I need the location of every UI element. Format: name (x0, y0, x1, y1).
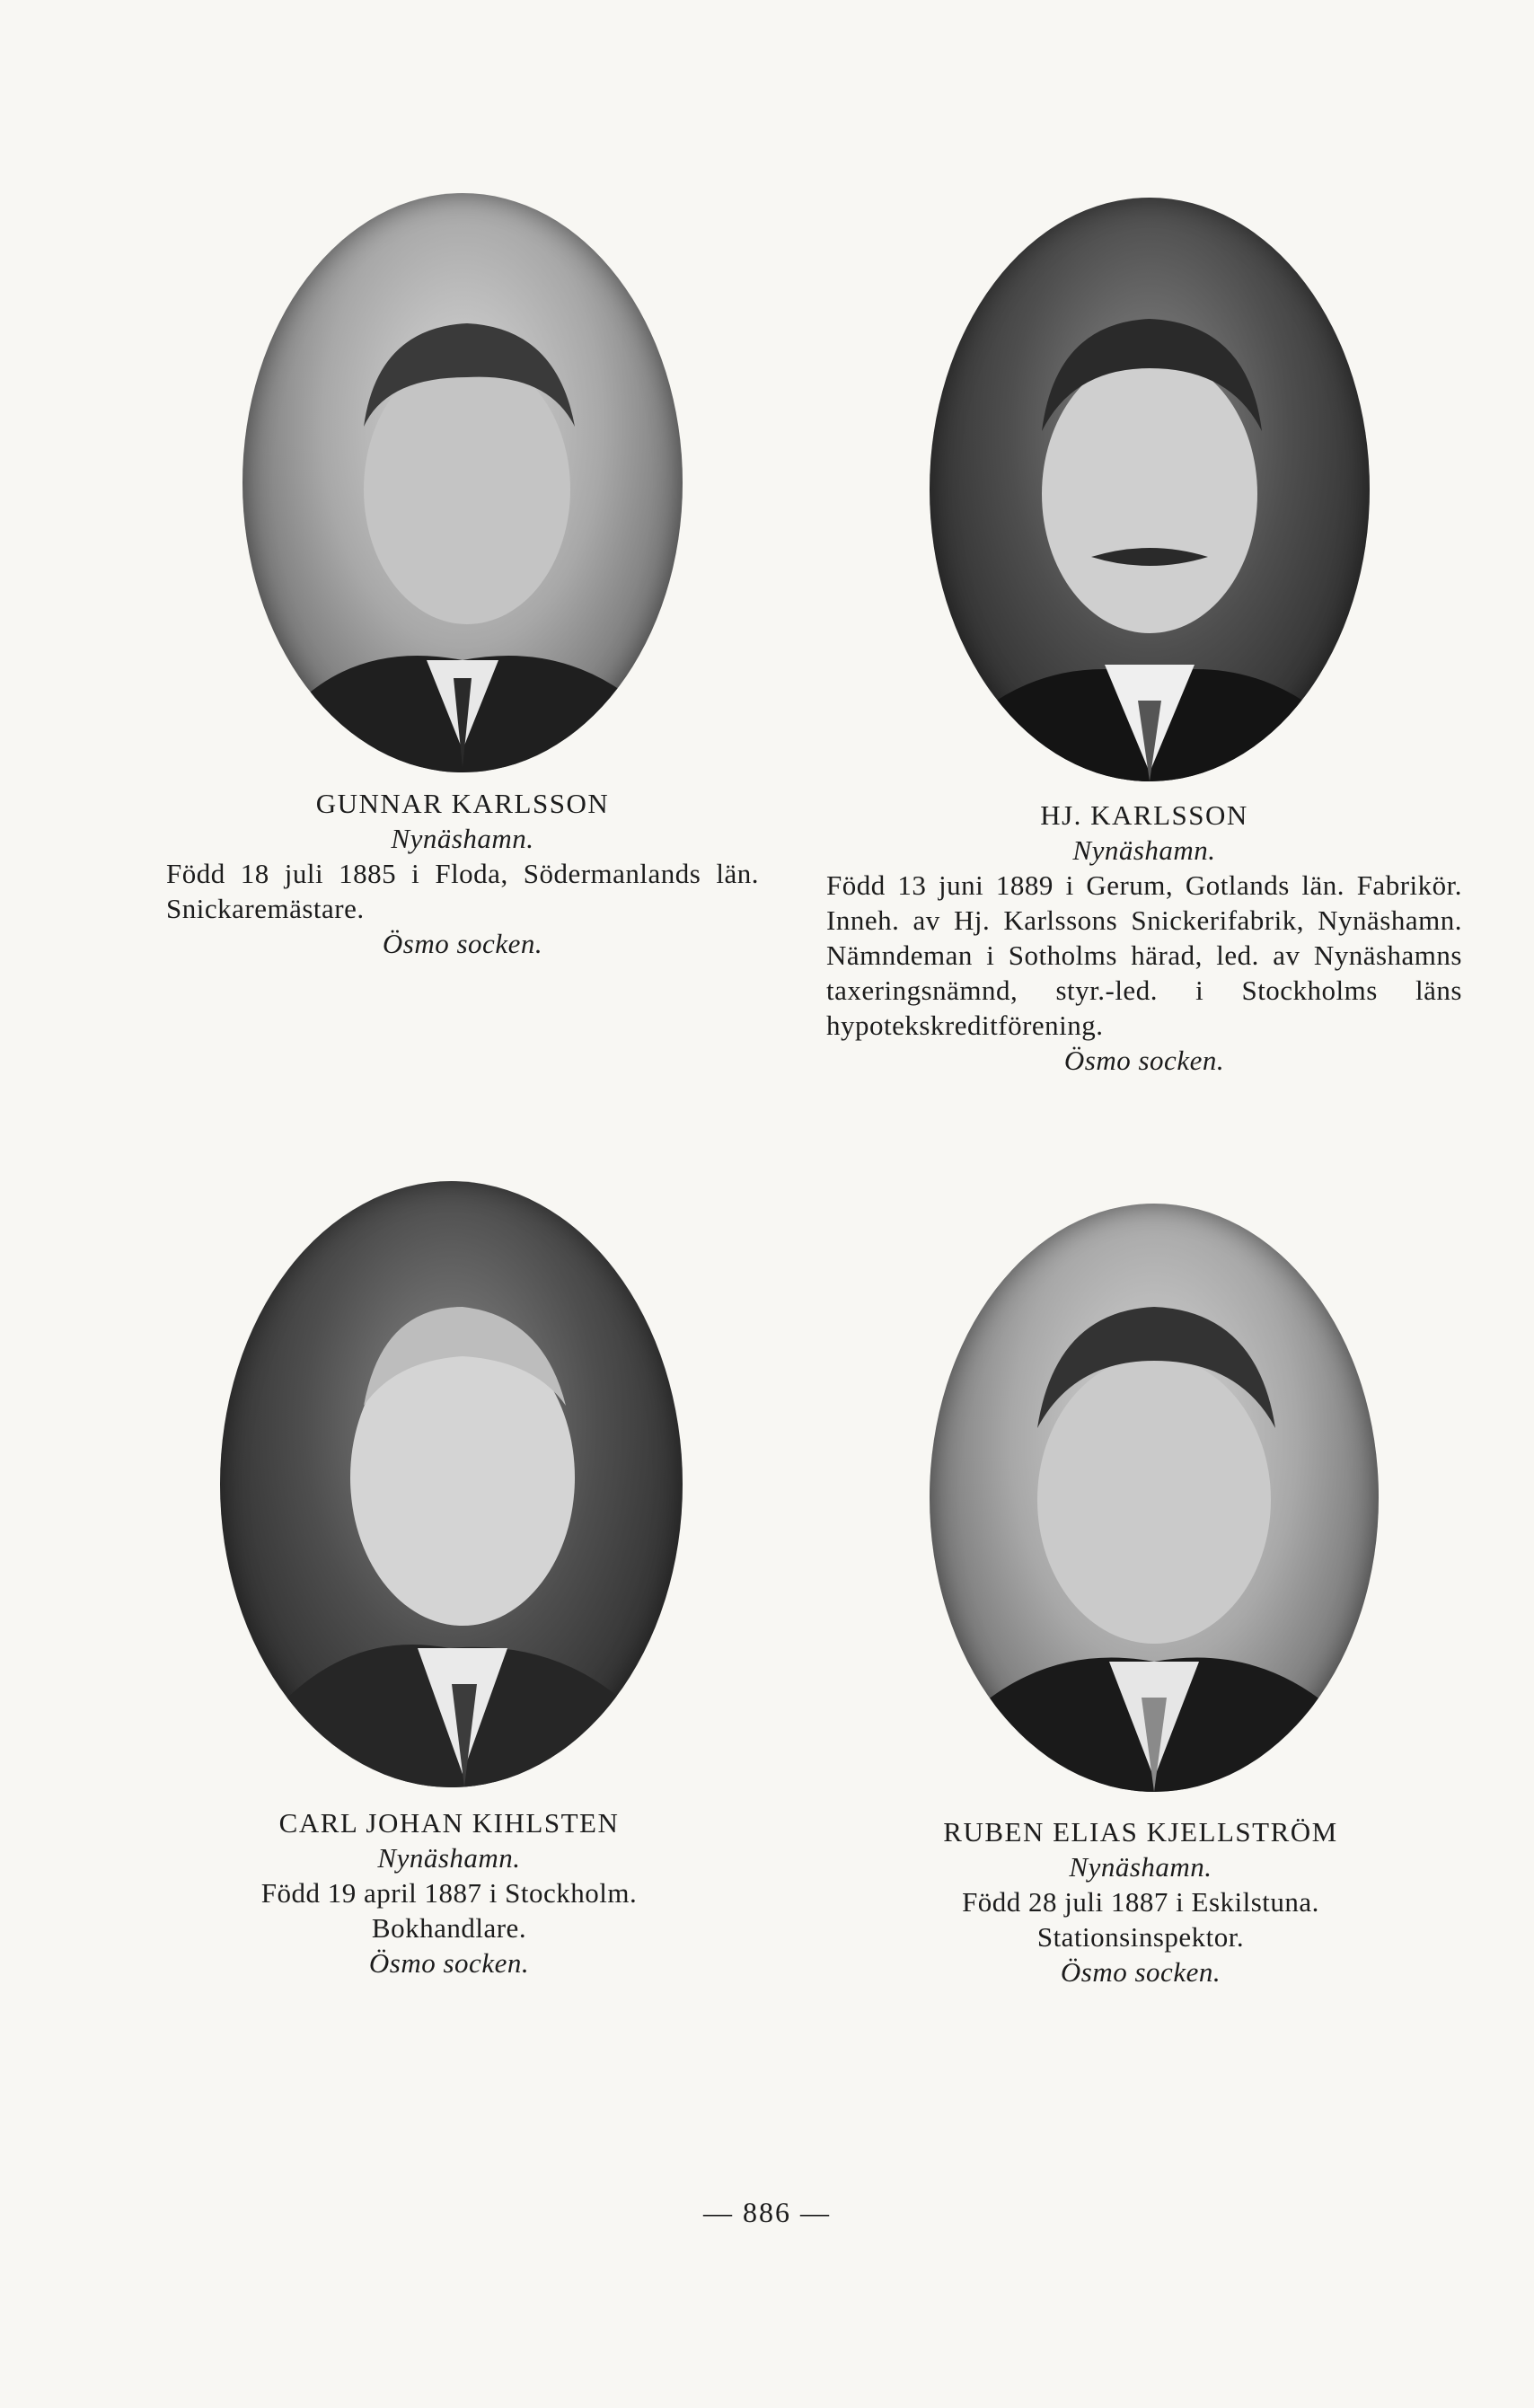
portrait-carl-johan-kihlsten (220, 1181, 683, 1787)
person-name: RUBEN ELIAS KJELLSTRÖM (943, 1816, 1338, 1848)
person-place: Nynäshamn. (1069, 1851, 1212, 1883)
portrait-gunnar-karlsson (242, 193, 683, 772)
person-name: GUNNAR KARLSSON (315, 788, 610, 819)
person-parish: Ösmo socken. (1060, 1956, 1221, 1988)
person-parish: Ösmo socken. (382, 928, 543, 959)
person-place: Nynäshamn. (1072, 834, 1216, 866)
portrait-silhouette (220, 1181, 683, 1787)
person-occupation: Stationsinspektor. (1036, 1921, 1245, 1953)
person-name: CARL JOHAN KIHLSTEN (278, 1807, 620, 1839)
person-occupation: Bokhandlare. (371, 1912, 527, 1944)
portrait-ruben-elias-kjellstrom (930, 1204, 1379, 1792)
person-place: Nynäshamn. (391, 823, 534, 854)
caption-carl-johan-kihlsten (180, 1805, 719, 1980)
person-parish: Ösmo socken. (368, 1947, 530, 1979)
portrait-silhouette (242, 193, 683, 772)
caption-ruben-elias-kjellstrom (862, 1814, 1419, 1989)
person-bio: Född 18 juli 1885 i Floda, Södermanlands län. Snickaremästare. (166, 858, 759, 924)
person-bio: Född 28 juli 1887 i Eskilstuna. (962, 1886, 1319, 1918)
portrait-hj-karlsson (930, 198, 1370, 781)
person-parish: Ösmo socken. (1063, 1045, 1225, 1076)
person-bio: Född 13 juni 1889 i Gerum, Gotlands län. Fabrikör. Inneh. av Hj. Karlssons Snickerifabrik, Nynäshamn. Nämndeman i Sotholms härad, led. av Nynäshamns taxeringsnämnd, styr.-led. i Stockholms läns hypotekskreditförening. (826, 869, 1462, 1041)
caption-hj-karlsson (826, 798, 1462, 1078)
caption-gunnar-karlsson (166, 786, 759, 961)
portrait-silhouette (930, 198, 1370, 781)
person-name: HJ. KARLSSON (1040, 799, 1248, 831)
portrait-silhouette (930, 1204, 1379, 1792)
person-bio: Född 19 april 1887 i Stockholm. (260, 1877, 638, 1909)
person-place: Nynäshamn. (377, 1842, 521, 1874)
page-number: — 886 — (703, 2196, 831, 2228)
